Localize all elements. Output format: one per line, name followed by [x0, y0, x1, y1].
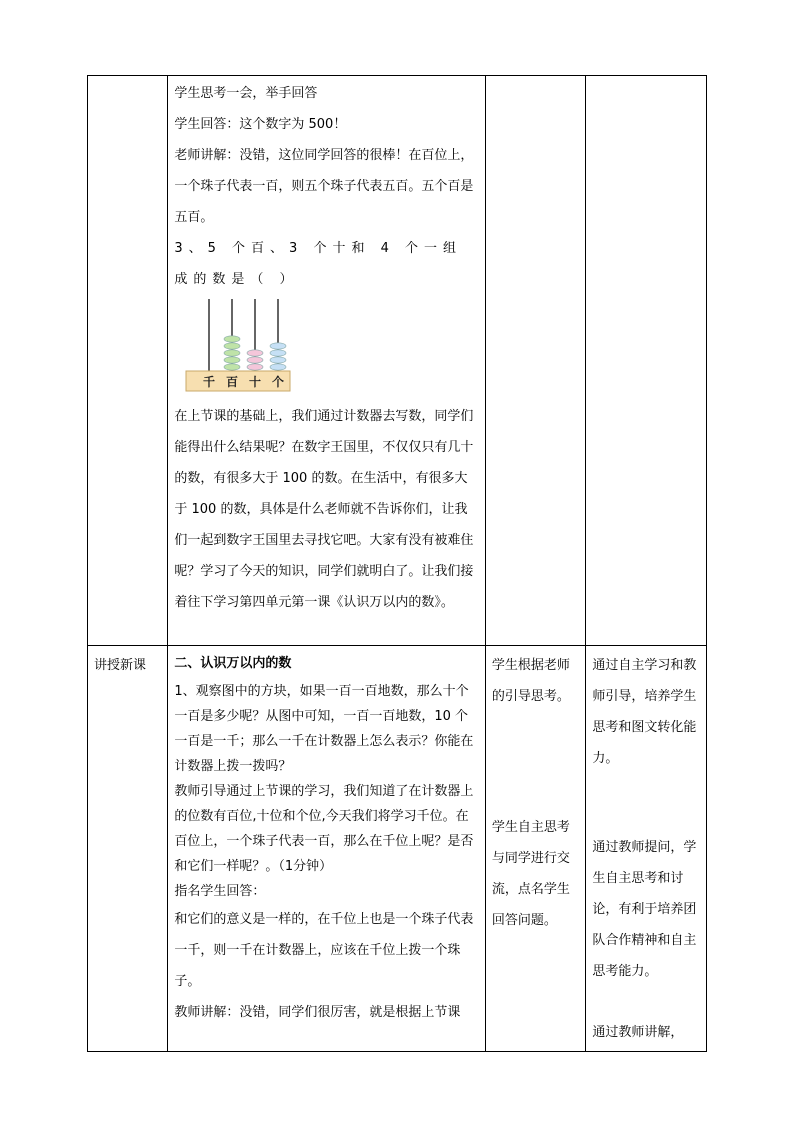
content-line: 学生思考一会，举手回答 — [174, 86, 318, 101]
abacus-bead — [247, 350, 263, 356]
abacus-drawing — [184, 297, 294, 397]
abacus-bead — [224, 336, 240, 342]
content-line: 老师讲解：没错，这位同学回答的很棒！在百位上，一个珠子代表一百，则五个珠子代表五百。五个百是五百。 — [174, 148, 474, 225]
content-paragraph: 教师讲解：没错，同学们很厉害，就是根据上节课 — [174, 1005, 461, 1020]
content-paragraph: 在上节课的基础上，我们通过计数器去写数，同学们能得出什么结果呢？在数字王国里，不仅仅只有几十的数，有很多大于 100 的数。在生活中，有很多大于 100 的数，具体是什么老师就不告诉你们，让我们一起到数字王国里去寻找它吧。大家有没有被难住呢？学习了今天的知识，同学们就明白了。让我们接着往下学习第四单元第一课《认识万以内的数》。 — [174, 409, 474, 610]
intent-cell — [586, 646, 707, 1052]
abacus-label: 百 — [226, 375, 239, 389]
stage-cell — [88, 646, 168, 1052]
abacus-label: 个 — [272, 375, 285, 389]
abacus-bead — [247, 357, 263, 363]
abacus-bead — [224, 350, 240, 356]
student-activity: 学生自主思考与同学进行交流，点名学生回答问题。 — [491, 820, 570, 928]
abacus-bead — [270, 350, 286, 356]
content-cell — [168, 646, 486, 1052]
student-cell — [485, 646, 585, 1052]
abacus-bead — [270, 364, 286, 370]
student-cell-empty — [485, 76, 585, 646]
content-line: 学生回答：这个数字为 500！ — [174, 117, 347, 132]
stage-label: 讲授新课 — [94, 658, 147, 673]
lesson-plan-table — [87, 75, 707, 1052]
abacus-bead — [270, 343, 286, 349]
content-paragraph: 和它们的意义是一样的，在千位上也是一个珠子代表一千，则一千在计数器上，应该在千位上拨一个珠子。 — [174, 912, 474, 989]
intent-cell-empty — [586, 76, 707, 646]
design-intent: 通过自主学习和教师引导，培养学生思考和图文转化能力。 — [592, 658, 697, 766]
content-paragraph: 1、观察图中的方块，如果一百一百地数，那么十个一百是多少呢？从图中可知，一百一百地数，10 个一百是一千；那么一千在计数器上怎么表示？你能在计数器上拨一拨吗？ — [174, 684, 474, 774]
abacus-bead — [270, 357, 286, 363]
section-heading: 二、认识万以内的数 — [174, 656, 292, 671]
abacus-bead — [224, 343, 240, 349]
content-paragraph: 指名学生回答： — [174, 884, 266, 899]
content-cell — [168, 76, 486, 646]
abacus-figure — [184, 297, 294, 397]
student-activity: 学生根据老师的引导思考。 — [491, 658, 570, 704]
abacus-label: 千 — [203, 375, 216, 389]
design-intent: 通过教师讲解， — [592, 1025, 684, 1040]
question-line: 3、5 个百、3 个十和 4 个一组成的数是（ ） — [174, 241, 462, 287]
stage-cell-empty — [88, 76, 168, 646]
abacus-bead — [247, 364, 263, 370]
abacus-bead — [224, 357, 240, 363]
design-intent: 通过教师提问，学生自主思考和讨论，有利于培养团队合作精神和自主思考能力。 — [592, 840, 697, 979]
table-row — [88, 646, 707, 1052]
abacus-bead — [224, 364, 240, 370]
table-row — [88, 76, 707, 646]
abacus-label: 十 — [249, 375, 262, 389]
content-paragraph: 教师引导通过上节课的学习，我们知道了在计数器上的位数有百位,十位和个位,今天我们将学习千位。在百位上，一个珠子代表一百，那么在千位上呢？是否和它们一样呢？。（1分钟） — [174, 784, 474, 874]
